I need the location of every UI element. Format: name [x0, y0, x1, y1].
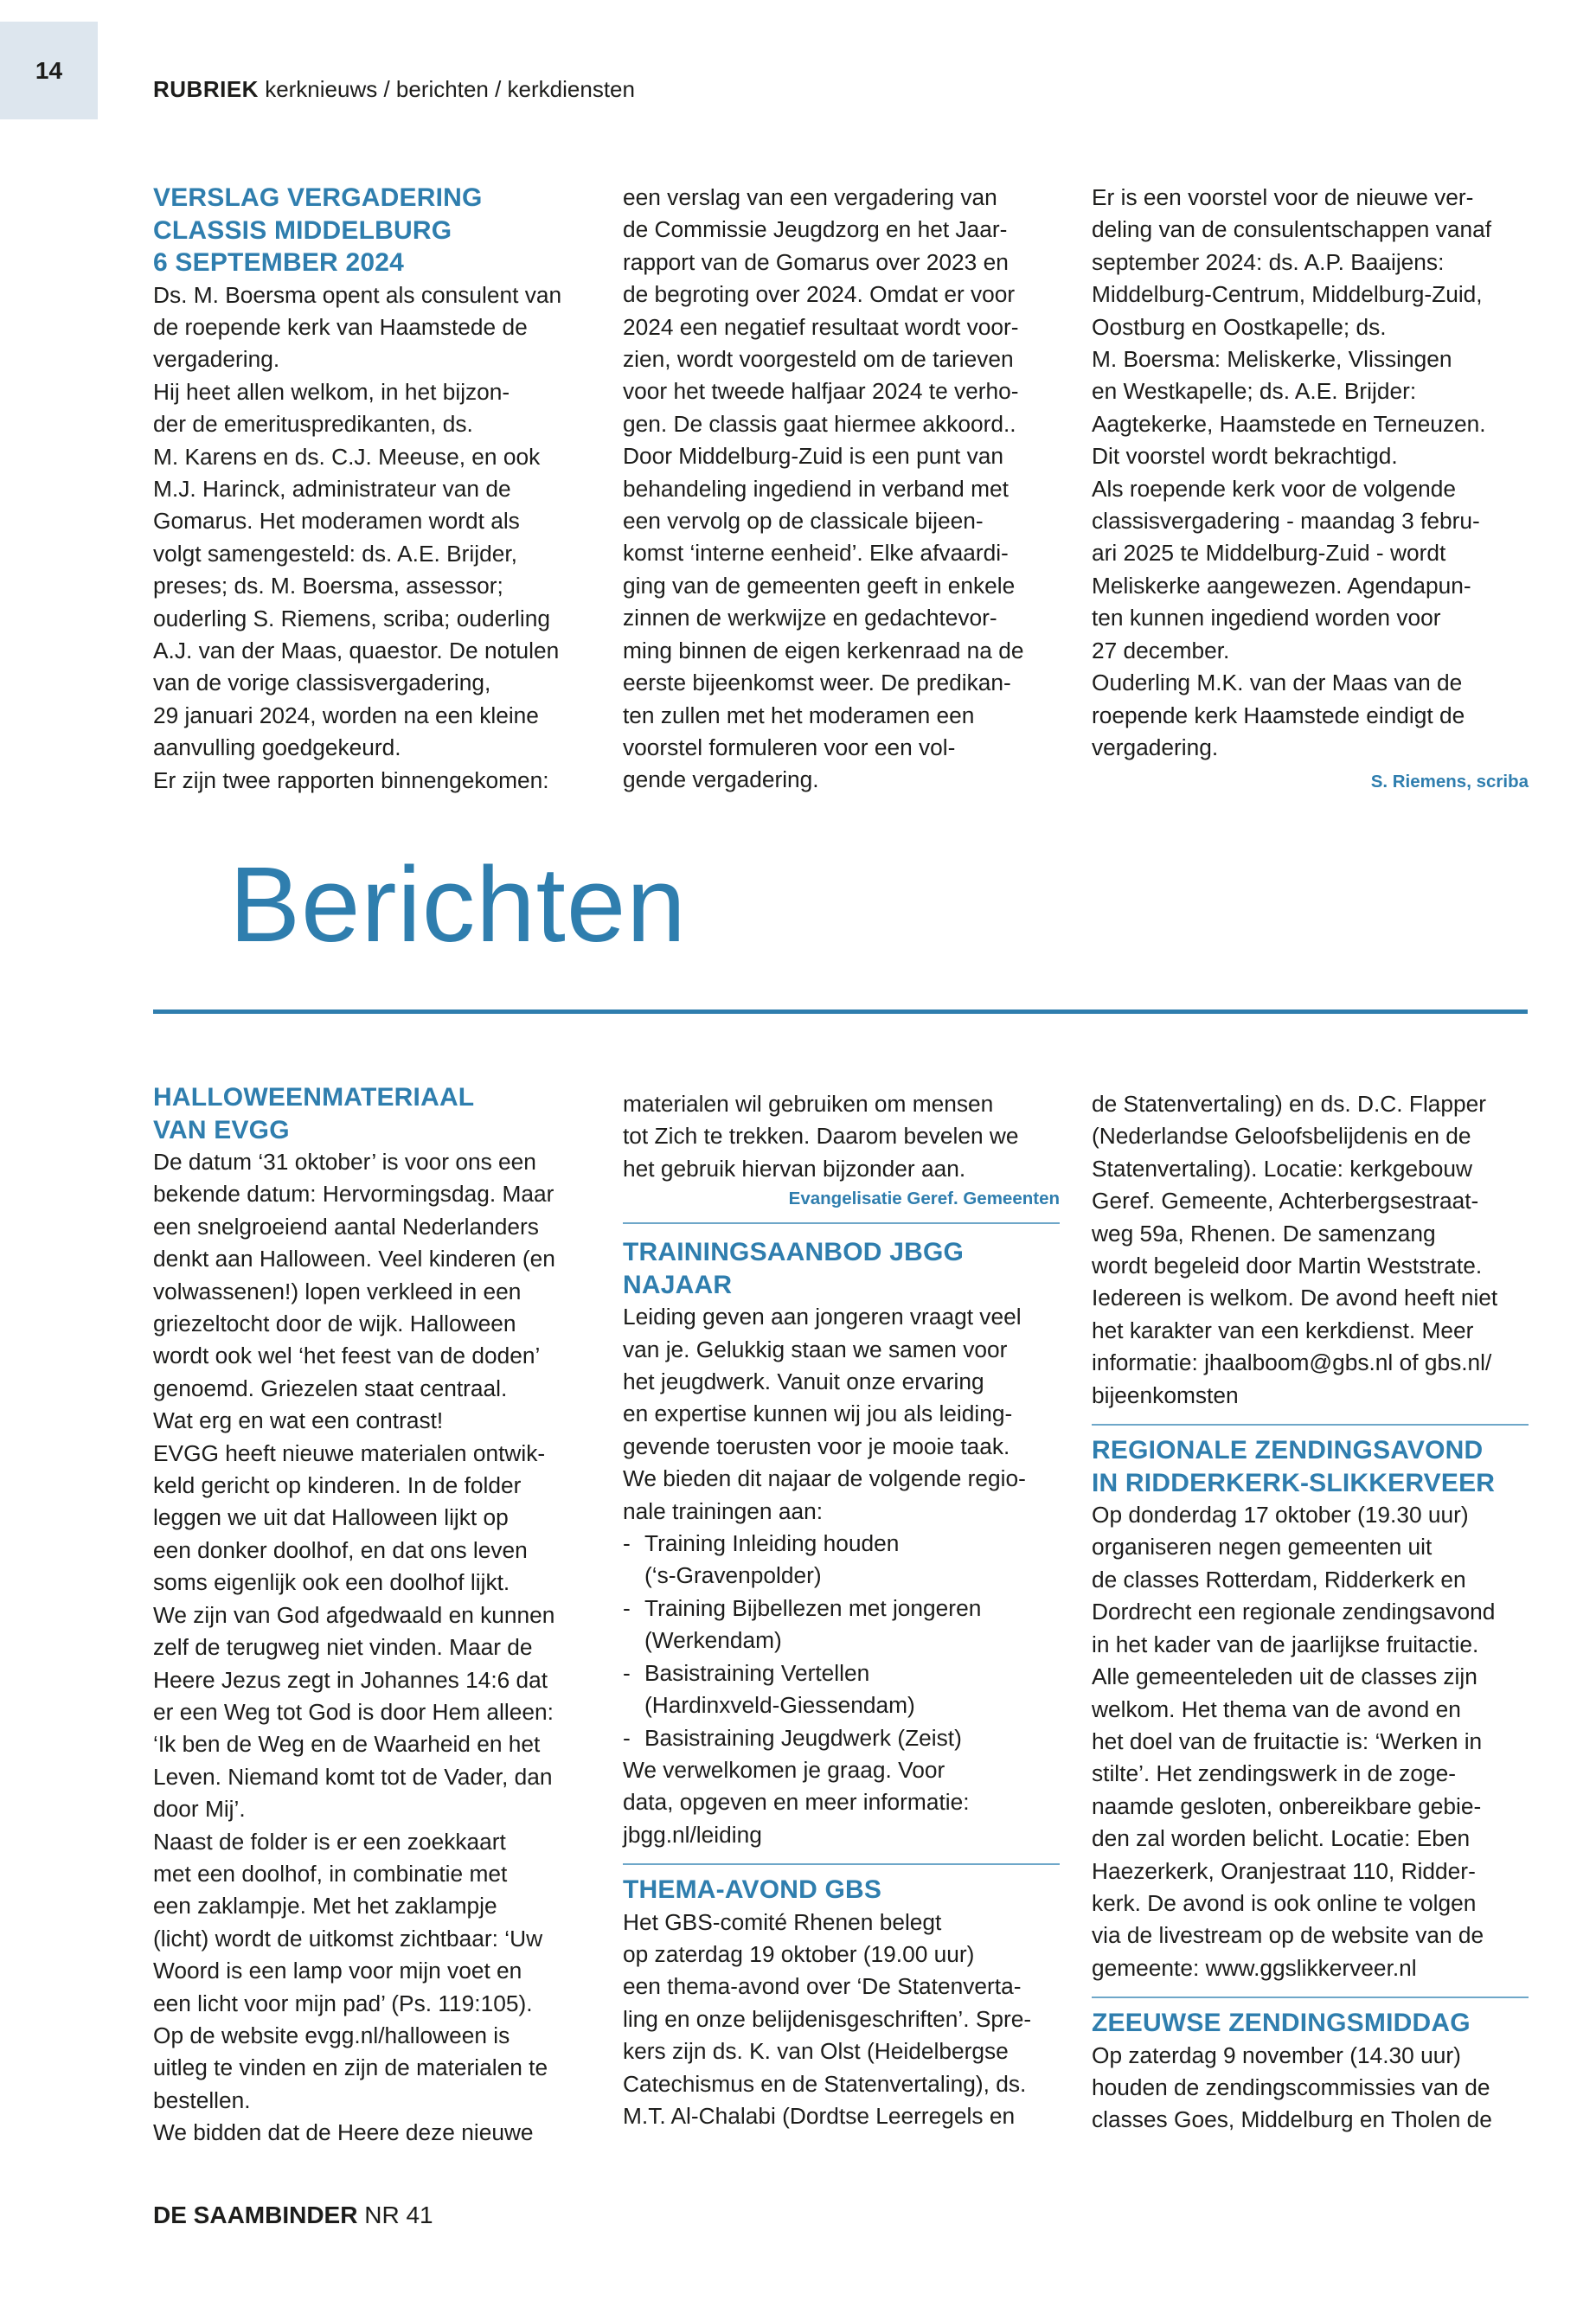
- text-line: de Statenvertaling) en ds. D.C. Flapper: [1092, 1091, 1487, 1117]
- text-line: Dordrecht een regionale zendingsavond: [1092, 1599, 1496, 1625]
- text-line: deling van de consulentschappen vanaf: [1092, 216, 1492, 243]
- text-line: een donker doolhof, en dat ons leven: [153, 1536, 528, 1563]
- text-line: Catechismus en de Statenvertaling), ds.: [623, 2070, 1027, 2097]
- text-line: kerk. De avond is ook online te volgen: [1092, 1889, 1477, 1916]
- text-line: en expertise kunnen wij jou als leiding-: [623, 1400, 1013, 1427]
- text-line: informatie: jhaalboom@gbs.nl of gbs.nl/: [1092, 1349, 1492, 1376]
- bullet-dash: -: [623, 1659, 631, 1686]
- text-line: het jeugdwerk. Vanuit onze ervaring: [623, 1368, 984, 1395]
- text-line: ging van de gemeenten geeft in enkele: [623, 572, 1016, 599]
- text-line: het karakter van een kerkdienst. Meer: [1092, 1317, 1474, 1343]
- text-line: Training Inleiding houden: [644, 1530, 900, 1557]
- training-bullet: [623, 1722, 1060, 1754]
- text-line: het gebruik hiervan bijzonder aan.: [623, 1155, 966, 1182]
- verslag-title: [153, 182, 590, 279]
- text-line: A.J. van der Maas, quaestor. De notulen: [153, 637, 560, 663]
- text-line: Hij heet allen welkom, in het bijzon-: [153, 378, 510, 405]
- text-line: de begroting over 2024. Omdat er voor: [623, 281, 1016, 308]
- text-line: Alle gemeenteleden uit de classes zijn: [1092, 1663, 1477, 1690]
- zeeuwse-title: ZEEUWSE ZENDINGSMIDDAG: [1092, 2009, 1471, 2038]
- text-line: classes Goes, Middelburg en Tholen de: [1092, 2106, 1492, 2133]
- text-line: Statenvertaling). Locatie: kerkgebouw: [1092, 1155, 1472, 1182]
- text-line: M.J. Harinck, administrateur van de: [153, 475, 511, 502]
- verslag-title-line: VERSLAG VERGADERING: [153, 183, 483, 212]
- bullet-dash: -: [623, 1724, 631, 1751]
- article-divider: [623, 1222, 1060, 1224]
- text-line: gende vergadering.: [623, 766, 819, 793]
- text-line: soms eigenlijk ook een doolhof lijkt.: [153, 1569, 510, 1596]
- text-line: EVGG heeft nieuwe materialen ontwik-: [153, 1439, 546, 1466]
- verslag-column-1: [153, 182, 590, 797]
- text-line: een licht voor mijn pad’ (Ps. 119:105).: [153, 1990, 533, 2016]
- text-line: het doel van de fruitactie is: ‘Werken in: [1092, 1727, 1483, 1754]
- text-line: de Commissie Jeugdzorg en het Jaar-: [623, 216, 1008, 243]
- text-line: uitleg te vinden en zijn de materialen te: [153, 2054, 548, 2081]
- halloween-text: [153, 1146, 590, 2150]
- text-line: vergadering.: [153, 346, 280, 373]
- text-line: wordt begeleid door Martin Weststrate.: [1092, 1253, 1483, 1279]
- text-line: ling en onze belijdenisgeschriften’. Spre-: [623, 2005, 1032, 2032]
- berichten-column-2: [623, 1088, 1060, 2132]
- training-title-line: TRAININGSAANBOD JBGG: [623, 1238, 965, 1267]
- text-line: met een doolhof, in combinatie met: [153, 1860, 508, 1887]
- text-line: in het kader van de jaarlijkse fruitactie.: [1092, 1631, 1479, 1657]
- text-line: Training Bijbellezen met jongeren: [644, 1594, 982, 1621]
- regionale-title: [1092, 1434, 1529, 1499]
- text-line: Door Middelburg-Zuid is een punt van: [623, 443, 1003, 470]
- text-line: Basistraining Jeugdwerk (Zeist): [644, 1724, 962, 1751]
- halloween-title-line: HALLOWEENMATERIAAL: [153, 1083, 475, 1112]
- text-line: en Westkapelle; ds. A.E. Brijder:: [1092, 378, 1417, 405]
- article-divider: [1092, 1424, 1529, 1426]
- verslag-title-line: CLASSIS MIDDELBURG: [153, 215, 452, 245]
- training-title-line: NAJAAR: [623, 1270, 733, 1299]
- page-number-text: 14: [35, 56, 63, 84]
- training-title: [623, 1236, 1060, 1301]
- text-line: vergadering.: [1092, 734, 1219, 760]
- text-line: via de livestream op de website van de: [1092, 1922, 1484, 1949]
- text-line: M. Karens en ds. C.J. Meeuse, en ook: [153, 443, 541, 470]
- text-line: nale trainingen aan:: [623, 1497, 824, 1524]
- text-line: griezeltocht door de wijk. Halloween: [153, 1311, 516, 1337]
- text-line: Dit voorstel wordt bekrachtigd.: [1092, 443, 1398, 470]
- text-line: Meliskerke aangewezen. Agendapun-: [1092, 572, 1471, 599]
- text-line: stilte’. Het zendingswerk in de zoge-: [1092, 1760, 1456, 1787]
- verslag-column-3: [1092, 182, 1529, 795]
- text-line: Geref. Gemeente, Achterbergsestraat-: [1092, 1188, 1479, 1215]
- text-line: Oostburg en Oostkapelle; ds.: [1092, 313, 1387, 340]
- verslag-title-line: 6 SEPTEMBER 2024: [153, 248, 404, 277]
- text-line: Gomarus. Het moderamen wordt als: [153, 508, 520, 535]
- text-line: We verwelkomen je graag. Voor: [623, 1756, 945, 1783]
- bullet-dash: -: [623, 1530, 631, 1557]
- text-line: zelf de terugweg niet vinden. Maar de: [153, 1634, 533, 1661]
- text-line: Er is een voorstel voor de nieuwe ver-: [1092, 184, 1474, 210]
- text-line: Ouderling M.K. van der Maas van de: [1092, 670, 1463, 696]
- text-line: van je. Gelukkig staan we samen voor: [623, 1336, 1008, 1362]
- text-line: Wat erg en wat een contrast!: [153, 1407, 444, 1434]
- halloween-signature: Evangelisatie Geref. Gemeenten: [788, 1189, 1060, 1209]
- text-line: (‘s-Gravenpolder): [644, 1562, 822, 1589]
- verslag-signature: S. Riemens, scriba: [1370, 772, 1529, 792]
- bullet-dash: -: [623, 1594, 631, 1621]
- text-line: tot Zich te trekken. Daarom bevelen we: [623, 1123, 1019, 1150]
- text-line: Naast de folder is er een zoekkaart: [153, 1828, 506, 1855]
- text-line: den zal worden belicht. Locatie: Eben: [1092, 1825, 1471, 1852]
- text-line: Er zijn twee rapporten binnengekomen:: [153, 766, 549, 793]
- text-line: Haezerkerk, Oranjestraat 110, Ridder-: [1092, 1857, 1476, 1884]
- text-line: op zaterdag 19 oktober (19.00 uur): [623, 1941, 975, 1968]
- text-line: We bidden dat de Heere deze nieuwe: [153, 2119, 534, 2146]
- text-line: (licht) wordt de uitkomst zichtbaar: ‘Uw: [153, 1925, 543, 1952]
- text-line: september 2024: ds. A.P. Baaijens:: [1092, 248, 1445, 275]
- text-line: de roepende kerk van Haamstede de: [153, 313, 528, 340]
- text-line: voorstel formuleren voor een vol-: [623, 734, 956, 760]
- text-line: er een Weg tot God is door Hem alleen:: [153, 1698, 554, 1725]
- berichten-column-3: [1092, 1088, 1529, 2137]
- text-line: bekende datum: Hervormingsdag. Maar: [153, 1181, 554, 1208]
- magazine-name: DE SAAMBINDER: [153, 2202, 358, 2228]
- text-line: Iedereen is welkom. De avond heeft niet: [1092, 1285, 1498, 1311]
- halloween-title-line: VAN EVGG: [153, 1115, 290, 1144]
- text-line: een thema-avond over ‘De Statenverta-: [623, 1973, 1022, 2000]
- text-line: komst ‘interne eenheid’. Elke afvaardi-: [623, 540, 1009, 567]
- berichten-column-1: [153, 1081, 590, 2150]
- text-line: Leiding geven aan jongeren vraagt veel: [623, 1304, 1022, 1330]
- text-line: jbgg.nl/leiding: [623, 1821, 762, 1848]
- text-line: M.T. Al-Chalabi (Dordtse Leerregels en: [623, 2103, 1016, 2130]
- text-line: aanvulling goedgekeurd.: [153, 734, 401, 761]
- text-line: kers zijn ds. K. van Olst (Heidelbergse: [623, 2038, 1009, 2065]
- text-line: behandeling ingediend in verband met: [623, 475, 1009, 502]
- text-line: weg 59a, Rhenen. De samenzang: [1092, 1220, 1436, 1247]
- text-line: rapport van de Gomarus over 2023 en: [623, 248, 1009, 275]
- verslag-text-1: [153, 279, 590, 798]
- regionale-title-line: IN RIDDERKERK-SLIKKERVEER: [1092, 1468, 1496, 1497]
- text-line: Middelburg-Centrum, Middelburg-Zuid,: [1092, 281, 1483, 308]
- regionale-title-line: REGIONALE ZENDINGSAVOND: [1092, 1436, 1484, 1465]
- training-bullet: [623, 1528, 1060, 1593]
- text-line: Op de website evgg.nl/halloween is: [153, 2022, 510, 2048]
- halloween-title: [153, 1081, 590, 1146]
- text-line: materialen wil gebruiken om mensen: [623, 1091, 994, 1117]
- text-line: voor het tweede halfjaar 2024 te verho-: [623, 378, 1019, 405]
- text-line: keld gericht op kinderen. In de folder: [153, 1472, 522, 1499]
- verslag-column-2: [623, 182, 1060, 797]
- text-line: een verslag van een vergadering van: [623, 184, 997, 210]
- text-line: preses; ds. M. Boersma, assessor;: [153, 573, 503, 599]
- rubriek-categories: kerknieuws / berichten / kerkdiensten: [265, 76, 635, 102]
- text-line: (Hardinxveld-Giessendam): [644, 1692, 915, 1719]
- text-line: leggen we uit dat Halloween lijkt op: [153, 1504, 509, 1531]
- text-line: 29 januari 2024, worden na een kleine: [153, 702, 539, 728]
- text-line: ‘Ik ben de Weg en de Waarheid en het: [153, 1731, 541, 1758]
- text-line: Aagtekerke, Haamstede en Terneuzen.: [1092, 410, 1486, 437]
- text-line: roepende kerk Haamstede eindigt de: [1092, 702, 1465, 728]
- text-line: Ds. M. Boersma opent als consulent van: [153, 281, 562, 308]
- section-divider: [153, 1009, 1528, 1014]
- text-line: Heere Jezus zegt in Johannes 14:6 dat: [153, 1666, 548, 1693]
- footer: [153, 2202, 433, 2229]
- training-bullet: [623, 1657, 1060, 1722]
- text-line: De datum ‘31 oktober’ is voor ons een: [153, 1149, 536, 1175]
- text-line: Leven. Niemand komt tot de Vader, dan: [153, 1763, 553, 1790]
- text-line: een snelgroeiend aantal Nederlanders: [153, 1213, 539, 1240]
- text-line: Als roepende kerk voor de volgende: [1092, 475, 1457, 502]
- text-line: de classes Rotterdam, Ridderkerk en: [1092, 1566, 1466, 1593]
- text-line: 27 december.: [1092, 637, 1230, 663]
- text-line: 2024 een negatief resultaat wordt voor-: [623, 313, 1019, 340]
- text-line: eerste bijeenkomst weer. De predikan-: [623, 670, 1011, 696]
- text-line: Woord is een lamp voor mijn voet en: [153, 1958, 522, 1984]
- text-line: naamde gesloten, onbereikbare gebie-: [1092, 1792, 1482, 1819]
- text-line: denkt aan Halloween. Veel kinderen (en: [153, 1246, 555, 1272]
- text-line: (Werkendam): [644, 1627, 782, 1654]
- text-line: een zaklampje. Met het zaklampje: [153, 1893, 497, 1920]
- text-line: gen. De classis gaat hiermee akkoord..: [623, 410, 1016, 437]
- text-line: (Nederlandse Geloofsbelijdenis en de: [1092, 1123, 1471, 1150]
- rubriek-label: RUBRIEK: [153, 76, 259, 102]
- text-line: zinnen de werkwijze en gedachtevor-: [623, 605, 997, 631]
- text-line: wordt ook wel ‘het feest van de doden’: [153, 1343, 541, 1369]
- text-line: We zijn van God afgedwaald en kunnen: [153, 1601, 555, 1628]
- text-line: gemeente: www.ggslikkerveer.nl: [1092, 1954, 1417, 1981]
- text-line: houden de zendingscommissies van de: [1092, 2074, 1490, 2101]
- text-line: Het GBS-comité Rhenen belegt: [623, 1908, 942, 1935]
- text-line: volwassenen!) lopen verkleed in een: [153, 1278, 522, 1304]
- text-line: der de emerituspredikanten, ds.: [153, 411, 473, 438]
- text-line: welkom. Het thema van de avond en: [1092, 1695, 1461, 1722]
- rubriek-header: [153, 76, 635, 103]
- gbs-title: THEMA-AVOND GBS: [623, 1875, 882, 1905]
- text-line: volgt samengesteld: ds. A.E. Brijder,: [153, 540, 517, 567]
- text-line: data, opgeven en meer informatie:: [623, 1789, 970, 1816]
- article-divider: [623, 1863, 1060, 1865]
- text-line: bijeenkomsten: [1092, 1381, 1239, 1408]
- text-line: ming binnen de eigen kerkenraad na de: [623, 637, 1024, 663]
- text-line: gevende toerusten voor je mooie taak.: [623, 1433, 1010, 1459]
- text-line: Op zaterdag 9 november (14.30 uur): [1092, 2041, 1461, 2068]
- text-line: een vervolg op de classicale bijeen-: [623, 508, 984, 535]
- text-line: We bieden dit najaar de volgende regio-: [623, 1465, 1026, 1492]
- training-bullet: [623, 1593, 1060, 1657]
- issue-number: NR 41: [364, 2202, 433, 2228]
- text-line: organiseren negen gemeenten uit: [1092, 1534, 1433, 1561]
- text-line: genoemd. Griezelen staat centraal.: [153, 1375, 508, 1401]
- page-number: [0, 22, 98, 119]
- text-line: zien, wordt voorgesteld om de tarieven: [623, 346, 1014, 373]
- section-title: Berichten: [229, 846, 687, 965]
- text-line: ten kunnen ingediend worden voor: [1092, 605, 1441, 631]
- text-line: classisvergadering - maandag 3 febru-: [1092, 508, 1480, 535]
- text-line: bestellen.: [153, 2086, 251, 2113]
- text-line: M. Boersma: Meliskerke, Vlissingen: [1092, 346, 1452, 373]
- text-line: ten zullen met het moderamen een: [623, 702, 975, 728]
- text-line: door Mij’.: [153, 1796, 246, 1823]
- text-line: Op donderdag 17 oktober (19.30 uur): [1092, 1502, 1469, 1529]
- text-line: Basistraining Vertellen: [644, 1659, 870, 1686]
- article-divider: [1092, 1997, 1529, 1998]
- text-line: van de vorige classisvergadering,: [153, 670, 491, 696]
- text-line: ouderling S. Riemens, scriba; ouderling: [153, 605, 550, 631]
- text-line: ari 2025 te Middelburg-Zuid - wordt: [1092, 540, 1446, 567]
